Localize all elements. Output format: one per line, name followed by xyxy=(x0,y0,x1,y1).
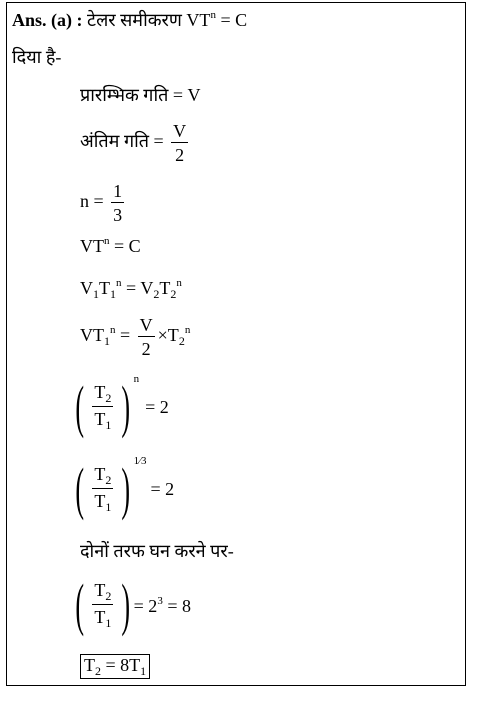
fraction-numerator: V xyxy=(139,315,153,335)
fraction-denominator: 2 xyxy=(141,339,151,359)
term: VT xyxy=(80,325,104,346)
subscript: 1 xyxy=(110,287,116,301)
equation-rhs: = $2^3 = 8$ xyxy=(133,594,191,616)
fraction-denominator: $T_1$ xyxy=(94,607,112,630)
fraction-denominator: 2 xyxy=(175,145,185,165)
term: V xyxy=(80,278,93,298)
fraction xyxy=(92,383,113,431)
term: ×T xyxy=(157,325,179,346)
left-paren: ( xyxy=(75,374,85,439)
fraction-numerator: $T_2$ xyxy=(94,580,112,603)
ratio-equation-third xyxy=(70,454,175,521)
ratio-group xyxy=(70,572,191,637)
fraction xyxy=(92,581,113,629)
subscript: 2 xyxy=(178,334,185,349)
fraction xyxy=(92,465,113,513)
subscript: 1 xyxy=(104,334,110,349)
cube-both-sides: दोनों तरफ घन करने पर- xyxy=(80,541,234,561)
fraction-numerator: $T_2$ xyxy=(94,464,112,487)
term: = xyxy=(120,325,131,346)
n-label: n = xyxy=(80,191,104,212)
right-paren: ) xyxy=(121,572,131,637)
fraction-numerator: 1 xyxy=(113,181,123,201)
subscript: 1 xyxy=(93,287,99,301)
answer-heading xyxy=(12,10,247,29)
taylor-equation-text: टेलर समीकरण VT xyxy=(87,10,211,30)
right-paren: ) xyxy=(121,456,131,521)
fraction xyxy=(138,316,155,358)
final-answer-box: $T_2 = 8T_1$ xyxy=(80,654,150,679)
subscript: 2 xyxy=(170,287,177,301)
term: VT xyxy=(80,236,104,256)
left-paren: ( xyxy=(75,456,85,521)
fraction-denominator: 3 xyxy=(113,205,123,225)
fraction-numerator: $T_2$ xyxy=(94,382,112,405)
ratio-equation-cubed xyxy=(70,572,191,637)
given-label: दिया है- xyxy=(12,47,62,67)
term: = C xyxy=(114,236,141,256)
n-value xyxy=(80,182,127,224)
subscript: 2 xyxy=(153,287,160,301)
fraction xyxy=(111,182,124,224)
fraction-numerator: V xyxy=(173,121,187,141)
exponent: n xyxy=(104,235,110,247)
left-paren: ( xyxy=(75,572,85,637)
exponent: n xyxy=(116,277,122,289)
equation-vtn xyxy=(80,236,141,255)
term: T xyxy=(99,278,110,298)
fraction-denominator: $T_1$ xyxy=(94,491,112,514)
ratio-equation-n xyxy=(70,372,169,439)
term: T xyxy=(159,278,171,298)
equation-v1t1 xyxy=(80,278,182,300)
answer-label: Ans. (a) : xyxy=(12,10,83,30)
exponent: n xyxy=(133,372,140,385)
fraction-denominator: $T_1$ xyxy=(94,409,112,432)
exponent: n xyxy=(176,277,182,289)
ratio-group xyxy=(70,372,169,439)
equation-rhs: = 2 xyxy=(145,397,169,417)
fraction xyxy=(171,122,188,164)
ratio-group xyxy=(70,454,175,521)
final-answer xyxy=(80,654,150,679)
exponent: 1⁄3 xyxy=(133,454,147,467)
right-paren: ) xyxy=(121,374,131,439)
exponent: n xyxy=(210,9,216,21)
final-speed-label: अंतिम गति = xyxy=(80,131,164,152)
final-speed xyxy=(80,122,191,164)
equation-rhs: = C xyxy=(220,10,248,30)
equation-rhs: = 2 xyxy=(150,479,175,499)
initial-speed: प्रारम्भिक गति = V xyxy=(80,85,201,105)
equation-substitution xyxy=(80,316,190,358)
exponent: n xyxy=(110,324,116,337)
term: = V xyxy=(126,278,154,298)
exponent: n xyxy=(184,324,191,337)
